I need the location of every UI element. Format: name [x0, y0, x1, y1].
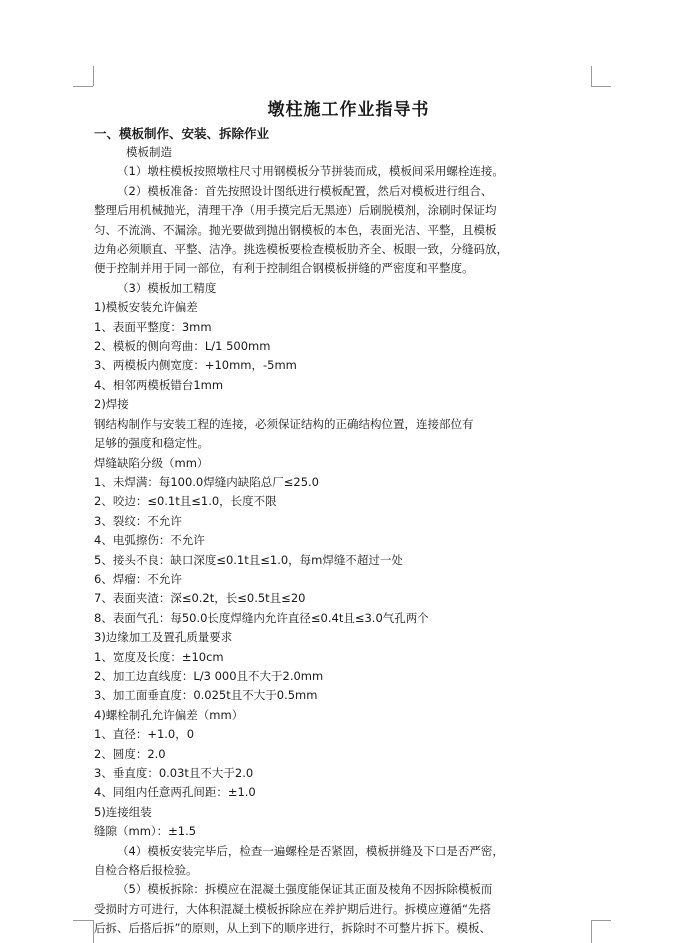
text-line: 4)螺栓制孔允许偏差（mm） — [94, 707, 244, 722]
text-line: 足够的强度和稳定性。 — [94, 436, 209, 451]
text-line: 3、裂纹：不允许 — [94, 513, 182, 528]
text-line: 3)边缘加工及置孔质量要求 — [94, 630, 233, 645]
text-line: 钢结构制作与安装工程的连接，必须保证结构的正确结构位置，连接部位有 — [94, 416, 474, 431]
document-body — [94, 143, 594, 939]
text-line: 整理后用机械抛光，清理干净（用手摸完后无黑迹）后刷脱模剂，涂刷时保证均 — [94, 203, 497, 218]
text-line: 2)焊接 — [94, 397, 129, 412]
text-line: 1、宽度及长度：±10cm — [94, 649, 224, 664]
text-line: 1、未焊满：每100.0焊缝内缺陷总厂≤25.0 — [94, 474, 319, 489]
text-line: 1)模板安装允许偏差 — [94, 300, 198, 315]
document-title: 墩柱施工作业指导书 — [267, 100, 430, 120]
text-line: 5、接头不良：缺口深度≤0.1t且≤1.0，每m焊缝不超过一处 — [94, 552, 403, 567]
text-line: （2）模板准备：首先按照设计图纸进行模板配置，然后对模板进行组合、 — [117, 183, 493, 198]
text-line: 6、焊瘤：不允许 — [94, 571, 182, 586]
text-line: 2、咬边：≤0.1t且≤1.0，长度不限 — [94, 494, 277, 509]
text-line: （4）模板安装完毕后，检查一遍螺栓是否紧固，模板拼缝及下口是否严密， — [117, 843, 504, 858]
crop-mark-top-right — [591, 66, 592, 86]
text-line: 焊缝缺陷分级（mm） — [94, 455, 209, 470]
text-line: （5）模板拆除：拆模应在混凝土强度能保证其正面及棱角不因拆除模板而 — [117, 882, 493, 897]
crop-mark-top-left — [93, 66, 94, 86]
text-line: 4、相邻两模板错台1mm — [94, 377, 224, 392]
crop-mark-top-left-h — [73, 86, 93, 87]
text-line: 4、电弧擦伤：不允许 — [94, 533, 205, 548]
crop-mark-top-right-h — [591, 86, 611, 87]
text-line: 4、同组内任意两孔间距：±1.0 — [94, 785, 256, 800]
text-line: 后拆、后搭后拆”的原则，从上到下的顺序进行，拆除时不可整片拆下。模板、 — [94, 921, 491, 936]
text-line: 模板制造 — [126, 145, 172, 159]
text-line: 3、垂直度：0.03t且不大于2.0 — [94, 766, 254, 780]
text-line: 7、表面夹渣：深≤0.2t，长≤0.5t且≤20 — [94, 591, 306, 606]
text-line: 便于控制并用于同一部位，有利于控制组合钢模板拼缝的严密度和平整度。 — [94, 261, 474, 276]
crop-mark-bottom-right-h — [591, 920, 611, 921]
text-line: 缝隙（mm）：±1.5 — [94, 824, 197, 839]
text-line: 受损时方可进行，大体积混凝土模板拆除应在养护期后进行。拆模应遵循“先搭 — [94, 901, 491, 916]
text-line: （3）模板加工精度 — [117, 280, 217, 295]
text-line: 3、两模板内侧宽度：+10mm，-5mm — [94, 358, 297, 373]
section-heading: 一、模板制作、安装、拆除作业 — [94, 126, 270, 141]
text-line: 1、表面平整度：3mm — [94, 319, 212, 334]
text-line: 1、直径：+1.0，0 — [94, 727, 195, 742]
text-line: 2、模板的侧向弯曲：L/1 500mm — [94, 339, 271, 354]
crop-mark-bottom-left-h — [73, 920, 93, 921]
text-line: 2、加工边直线度：L/3 000且不大于2.0mm — [94, 668, 324, 683]
text-line: 2、圆度：2.0 — [94, 746, 166, 761]
text-line: 边角必须顺直、平整、洁净。挑选模板要检查模板肋齐全、板眼一致，分缝码放， — [94, 242, 508, 257]
text-line: 匀、不流淌、不漏涂。抛光要做到抛出钢模板的本色，表面光洁、平整，且模板 — [94, 222, 497, 237]
text-line: 自检合格后报检验。 — [94, 863, 198, 878]
text-line: （1）墩柱模板按照墩柱尺寸用钢模板分节拼装而成，模板间采用螺栓连接。 — [117, 164, 504, 179]
text-line: 3、加工面垂直度：0.025t且不大于0.5mm — [94, 688, 318, 703]
text-line: 8、表面气孔：每50.0长度焊缝内允许直径≤0.4t且≤3.0气孔两个 — [94, 610, 429, 625]
text-line: 5)连接组装 — [94, 804, 152, 819]
